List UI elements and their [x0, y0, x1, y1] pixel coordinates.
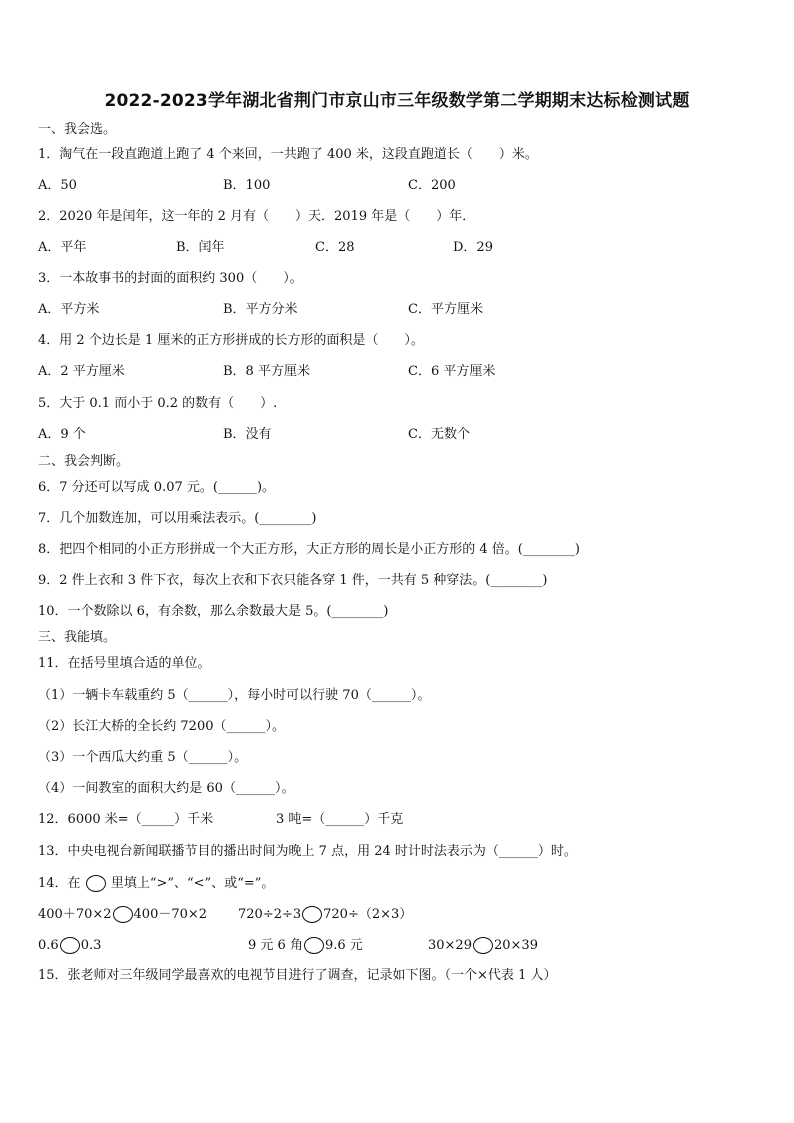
q1-option-b: B．100	[223, 178, 271, 193]
q1-option-a: A．50	[38, 178, 77, 193]
q4-option-b: B．8 平方厘米	[223, 364, 310, 379]
question-8: 8．把四个相同的小正方形拼成一个大正方形，大正方形的周长是小正方形的 4 倍。(________)	[38, 542, 580, 557]
question-4: 4．用 2 个边长是 1 厘米的正方形拼成的长方形的面积是（ ）。	[38, 333, 424, 348]
question-10: 10．一个数除以 6，有余数，那么余数最大是 5。(________)	[38, 604, 389, 619]
q2-option-d: D．29	[453, 240, 493, 255]
compare-circle-icon[interactable]	[302, 906, 322, 923]
compare-circle-icon	[86, 875, 106, 892]
q2-option-b: B．闰年	[176, 240, 225, 255]
page-title: 2022-2023学年湖北省荆门市京山市三年级数学第二学期期末达标检测试题	[104, 91, 690, 111]
question-13: 13．中央电视台新闻联播节目的播出时间为晚上 7 点，用 24 时计时法表示为（______）时。	[38, 844, 577, 859]
question-6: 6．7 分还可以写成 0.07 元。(______)。	[38, 480, 276, 495]
q5-option-c: C．无数个	[408, 427, 470, 442]
q14-expr-4: 9 元 6 角 9.6 元	[248, 938, 363, 953]
q3-option-a: A．平方米	[38, 302, 100, 317]
q4-option-c: C．6 平方厘米	[408, 364, 496, 379]
section-heading-1: 一、我会选。	[38, 122, 117, 137]
section-heading-3: 三、我能填。	[38, 630, 117, 645]
q3-option-b: B．平方分米	[223, 302, 298, 317]
question-1: 1．淘气在一段直跑道上跑了 4 个来回，一共跑了 400 米，这段直跑道长（ ）米。	[38, 147, 538, 162]
q4-option-a: A．2 平方厘米	[38, 364, 125, 379]
q14-expr-5: 30×29 20×39	[428, 938, 538, 953]
question-3: 3．一本故事书的封面的面积约 300（ ）。	[38, 271, 303, 286]
question-11-part-3: （3）一个西瓜大约重 5（______）。	[38, 750, 248, 765]
question-11-part-4: （4）一间教室的面积大约是 60（______）。	[38, 781, 295, 796]
compare-circle-icon[interactable]	[473, 937, 493, 954]
question-5: 5．大于 0.1 而小于 0.2 的数有（ ）.	[38, 396, 278, 411]
question-14	[38, 875, 274, 892]
q2-option-c: C．28	[315, 240, 355, 255]
question-11: 11．在括号里填合适的单位。	[38, 656, 211, 671]
question-7: 7．几个加数连加，可以用乘法表示。(________)	[38, 511, 317, 526]
q5-option-a: A．9 个	[38, 427, 86, 442]
compare-circle-icon[interactable]	[304, 937, 324, 954]
q14-expr-3: 0.6 0.3	[38, 938, 102, 953]
section-heading-2: 二、我会判断。	[38, 454, 130, 469]
q5-option-b: B．没有	[223, 427, 272, 442]
q14-suffix: 里填上“>”、“<”、或“=”。	[110, 876, 275, 891]
question-11-part-2: （2）长江大桥的全长约 7200（______）。	[38, 719, 285, 734]
question-9: 9．2 件上衣和 3 件下衣，每次上衣和下衣只能各穿 1 件，一共有 5 种穿法。(________)	[38, 573, 548, 588]
compare-circle-icon[interactable]	[113, 906, 133, 923]
q3-option-c: C．平方厘米	[408, 302, 483, 317]
question-15: 15．张老师对三年级同学最喜欢的电视节目进行了调查，记录如下图。（一个×代表 1 人）	[38, 968, 557, 983]
q1-option-c: C．200	[408, 178, 456, 193]
q14-expr-1: 400＋70×2 400－70×2	[38, 907, 208, 922]
question-12-right: 3 吨=（______）千克	[276, 812, 404, 827]
q14-prefix: 14．在	[38, 876, 81, 891]
q14-expr-2: 720÷2÷3 720÷（2×3）	[238, 907, 413, 922]
q2-option-a: A．平年	[38, 240, 87, 255]
question-11-part-1: （1）一辆卡车载重约 5（______），每小时可以行驶 70（______）。	[38, 688, 431, 703]
question-12-left: 12．6000 米=（_____）千米	[38, 812, 214, 827]
compare-circle-icon[interactable]	[60, 937, 80, 954]
question-2: 2．2020 年是闰年，这一年的 2 月有（ ）天．2019 年是（ ）年．	[38, 209, 476, 224]
